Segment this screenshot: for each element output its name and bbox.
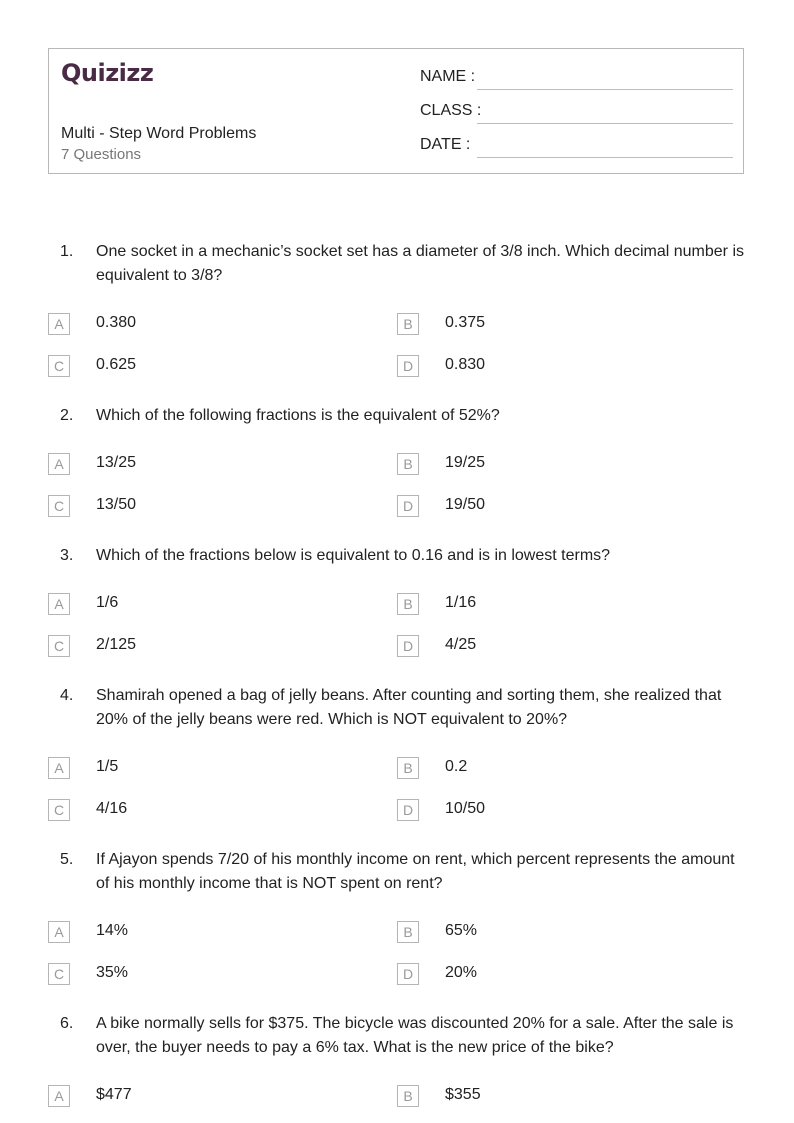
name-label: NAME : [420,68,476,85]
option-text: 10/50 [445,800,486,817]
option-letter-box: A [48,921,70,943]
option-text: $477 [96,1086,132,1103]
question-text: A bike normally sells for $375. The bicycle was discounted 20% for a sale. After the sale is over, the buyer needs to pay a 6% tax. What is the new price of the bike? [96,1015,734,1056]
name-line [477,89,733,90]
question-number: 1. [60,243,74,260]
option-text: 1/16 [445,594,477,611]
option-text: 0.2 [445,758,468,775]
option-letter-box: A [48,757,70,779]
option-letter-box: C [48,799,70,821]
question-number: 6. [60,1015,74,1032]
question-text: One socket in a mechanic’s socket set has a diameter of 3/8 inch. Which decimal number is equivalent to 3/8? [96,243,745,284]
option-text: 65% [445,922,478,939]
option-text: 14% [96,922,129,939]
option-text: 0.375 [445,314,486,331]
class-line [477,123,733,124]
option-letter-box: B [397,1085,419,1107]
question-text: Shamirah opened a bag of jelly beans. After counting and sorting them, she realized that 20% of the jelly beans were red. Which is NOT equivalent to 20%? [96,687,722,728]
option-text: 2/125 [96,636,137,653]
option-text: 19/25 [445,454,486,471]
option-text: 0.380 [96,314,137,331]
option-letter-box: D [397,799,419,821]
option-text: 35% [96,964,129,981]
question-count: 7 Questions [61,146,142,163]
question-number: 3. [60,547,74,564]
question-number: 5. [60,851,74,868]
option-letter-box: C [48,635,70,657]
option-letter-box: A [48,453,70,475]
worksheet-title: Multi - Step Word Problems [61,125,257,142]
option-text: 20% [445,964,478,981]
option-letter-box: D [397,963,419,985]
option-text: $355 [445,1086,481,1103]
date-line [477,157,733,158]
option-letter-box: B [397,453,419,475]
option-text: 4/25 [445,636,477,653]
quizizz-logo: Quizizz [61,59,154,87]
option-letter-box: A [48,593,70,615]
question-number: 4. [60,687,74,704]
option-letter-box: D [397,355,419,377]
option-text: 4/16 [96,800,128,817]
option-letter-box: C [48,495,70,517]
option-letter-box: C [48,355,70,377]
option-letter-box: A [48,1085,70,1107]
worksheet-header [48,48,744,174]
option-letter-box: A [48,313,70,335]
option-text: 13/25 [96,454,137,471]
option-text: 19/50 [445,496,486,513]
option-letter-box: B [397,593,419,615]
option-text: 13/50 [96,496,137,513]
question-text: Which of the fractions below is equivalent to 0.16 and is in lowest terms? [96,547,611,564]
option-text: 1/6 [96,594,119,611]
option-letter-box: B [397,313,419,335]
option-letter-box: D [397,635,419,657]
option-text: 0.830 [445,356,486,373]
class-label: CLASS : [420,102,482,119]
question-number: 2. [60,407,74,424]
option-letter-box: B [397,921,419,943]
option-text: 0.625 [96,356,137,373]
option-letter-box: D [397,495,419,517]
option-letter-box: B [397,757,419,779]
option-text: 1/5 [96,758,119,775]
option-letter-box: C [48,963,70,985]
question-text: Which of the following fractions is the equivalent of 52%? [96,407,500,424]
question-text: If Ajayon spends 7/20 of his monthly income on rent, which percent represents the amount of his monthly income that is NOT spent on rent? [96,851,735,892]
date-label: DATE : [420,136,471,153]
